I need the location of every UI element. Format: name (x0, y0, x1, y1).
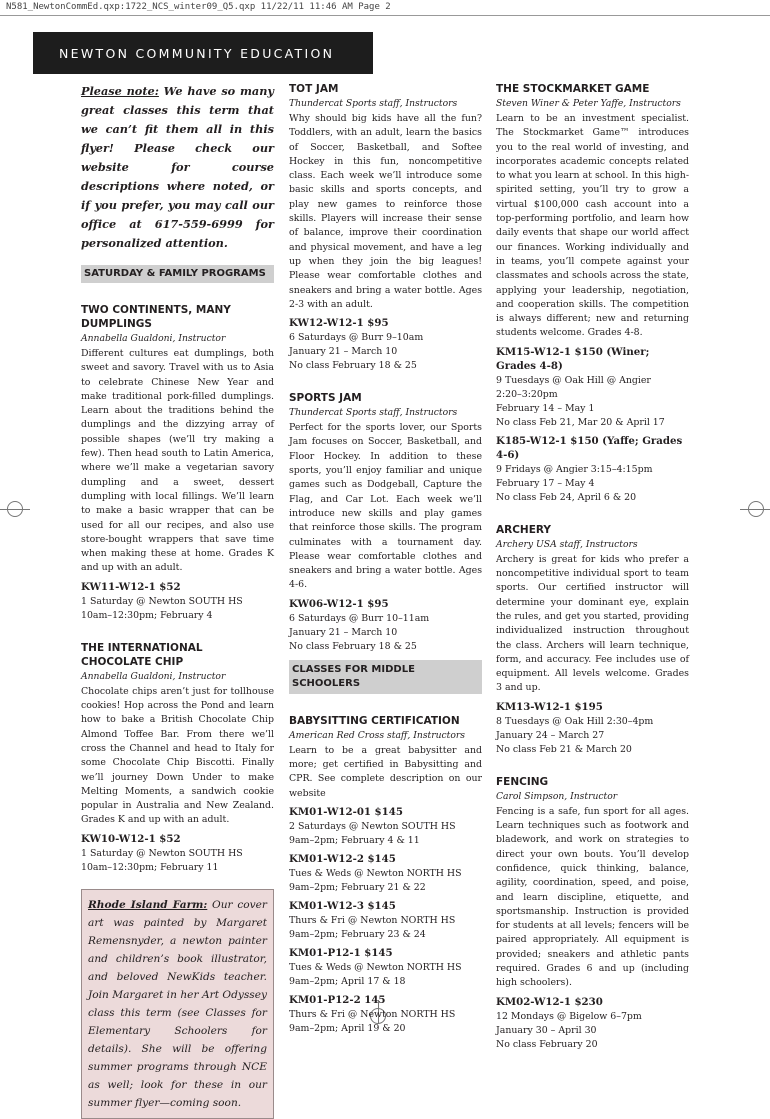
course-schedule: January 21 – March 10 (289, 626, 398, 638)
section-header-line: SCHOOLERS (292, 677, 361, 689)
course-title: SPORTS JAM (289, 392, 362, 405)
course-instructor: Archery USA staff, Instructors (496, 538, 638, 550)
cover-art-note (81, 889, 274, 1119)
course-instructor: Carol Simpson, Instructor (496, 790, 618, 802)
course-schedule: 9am–2pm; February 23 & 24 (289, 928, 426, 940)
course-instructor: American Red Cross staff, Instructors (289, 729, 466, 741)
cover-art-lead: Rhode Island Farm: (88, 898, 208, 911)
course-schedule: No class February 18 & 25 (289, 640, 417, 652)
cover-art-body: Our cover art was painted by Margaret Remensnyder, a newton painter and children’s book illustrator, and beloved NewKids teacher. Join Margaret in her Art Odyssey class this term (see Classes for Elementary Schoolers for details). She will be offering summer programs through NCE as well; look for these in our summer flyer—coming soon. (88, 898, 267, 1109)
course-description: Perfect for the sports lover, our Sports Jam focuses on Soccer, Basketball, and Floor Hockey. In addition to these sports, you’ll enjoy familiar and unique games such as Dodgeball, Capture the Flag, and Car Lot. Each week we’ll introduce new skills and play games that reinforce those skills. The program culminates with a tournament day. Please wear comfortable clothes and sneakers and bring a water bottle. Ages 4-6. (289, 422, 482, 591)
section-header-middle-schoolers (289, 660, 482, 694)
course-description: Chocolate chips aren’t just for tollhouse cookies! Hop across the Pond and learn how to bake a British Chocolate Chip Almond Toffee Bar. From there we’ll cross the Channel and head to Italy for some Chocolate Chip Biscotti. Finally we’ll journey Down Under to make Melting Moments, a sandwich cookie popular in Australia and New Zealand. Grades K and up with an adult. (81, 685, 274, 826)
please-note (81, 82, 274, 253)
section-header-line: CLASSES FOR MIDDLE (292, 663, 415, 675)
course-schedule: 2:20–3:20pm (496, 388, 558, 400)
course-schedule: Thurs & Fri @ Newton NORTH HS (289, 1008, 456, 1020)
course-title: FENCING (496, 775, 549, 788)
header-banner (33, 32, 373, 74)
course-schedule: 9am–2pm; February 21 & 22 (289, 881, 426, 893)
course-schedule: Tues & Weds @ Newton NORTH HS (289, 961, 462, 973)
course-schedule: 6 Saturdays @ Burr 9–10am (289, 332, 424, 344)
course-description: Why should big kids have all the fun? Toddlers, with an adult, learn the basics of Soccer, Basketball, and Softee Hockey in this fun, noncompetitive class. Each week we’ll introduce some basic skills and sports concepts, and play new games to reinforce those skills. Players will increase their sense of balance, improve their coordination and physical movement, and have a leg up when they join the big leagues! Please wear comfortable clothes and sneakers and bring a water bottle. Ages 2-3 with an adult. (289, 113, 482, 310)
column-3 (496, 82, 689, 1052)
course-title (81, 303, 274, 331)
course-schedule: 9am–2pm; February 4 & 11 (289, 834, 420, 846)
column-1 (81, 82, 274, 1119)
print-slug: N581_NewtonCommEd.qxp:1722_NCS_winter09_Q5.qxp 11/22/11 11:46 AM Page 2 (6, 2, 391, 12)
course-code: KM13-W12-1 $195 (496, 700, 603, 713)
course-description: Different cultures eat dumplings, both sweet and savory. Travel with us to Asia to celebrate Chinese New Year and make traditional pork-filled dumplings. Learn about the traditions behind the dumplings and the dizzying array of possible shapes (we’ll try making a few). Then head south to Latin America, where we’ll make a vegetarian savory dumpling and a sweet, dessert dumpling with local fillings. We’ll learn to make a basic wrapper that can be used for all our recipes, and also use store-bought wrappers that save time when making these at home. Grades K and up with an adult. (81, 348, 274, 574)
course-schedule: 10am–12:30pm; February 11 (81, 861, 219, 873)
course-schedule: Tues & Weds @ Newton NORTH HS (289, 867, 462, 879)
course-description: Archery is great for kids who prefer a noncompetitive individual sport to team sports. Our certified instructor will determine your dominant eye, explain the rules, and get you started, providing individualized instruction throughout the class. Archers will learn technique, form, and accuracy. Fee includes use of equipment. All levels welcome. Grades 3 and up. (496, 553, 689, 694)
course-schedule: No class Feb 21 & March 20 (496, 743, 632, 755)
course-title: ARCHERY (496, 523, 551, 536)
banner-title: NEWTON COMMUNITY EDUCATION (59, 46, 335, 61)
course-schedule: 8 Tuesdays @ Oak Hill 2:30–4pm (496, 715, 654, 727)
course-schedule: 1 Saturday @ Newton SOUTH HS (81, 847, 243, 859)
course-schedule: No class February 20 (496, 1038, 598, 1050)
course-code: KW11-W12-1 $52 (81, 580, 181, 593)
course-schedule: No class Feb 21, Mar 20 & April 17 (496, 416, 665, 428)
course-schedule: Thurs & Fri @ Newton NORTH HS (289, 914, 456, 926)
course-title-line: TWO CONTINENTS, MANY (81, 304, 231, 316)
course-schedule: 9 Tuesdays @ Oak Hill @ Angier (496, 374, 651, 386)
course-schedule: 9am–2pm; April 19 & 20 (289, 1022, 406, 1034)
course-schedule: 6 Saturdays @ Burr 10–11am (289, 612, 430, 624)
course-code: KM01-W12-2 $145 (289, 852, 396, 865)
course-schedule: January 21 – March 10 (289, 346, 398, 358)
course-schedule: No class Feb 24, April 6 & 20 (496, 491, 637, 503)
column-2 (289, 82, 482, 1036)
course-title-line: DUMPLINGS (81, 318, 152, 330)
course-code: K185-W12-1 $150 (Yaffe; Grades 4-6) (496, 434, 683, 461)
course-instructor: Annabella Gualdoni, Instructor (81, 670, 226, 682)
course-schedule: February 14 – May 1 (496, 402, 595, 414)
course-code: KM01-W12-01 $145 (289, 805, 403, 818)
course-schedule: January 24 – March 27 (496, 729, 605, 741)
course-code: KW10-W12-1 $52 (81, 832, 181, 845)
course-title-line: CHOCOLATE CHIP (81, 655, 184, 668)
note-text: We have so many great classes this term that we can’t fit them all in this flyer! Please check our website for course descriptions where noted, or if you prefer, you may call our office at 617-559-6999 for personalized attention. (81, 84, 274, 250)
course-code: KW06-W12-1 $95 (289, 597, 389, 610)
course-instructor: Thundercat Sports staff, Instructors (289, 98, 458, 109)
course-schedule: 9 Fridays @ Angier 3:15–4:15pm (496, 463, 653, 475)
note-lead: Please note: (81, 84, 159, 98)
course-title: TOT JAM (289, 83, 339, 95)
course-description: Learn to be a great babysitter and more; get certified in Babysitting and CPR. See complete description on our website (289, 744, 482, 799)
course-instructor: Steven Winer & Peter Yaffe, Instructors (496, 98, 681, 109)
course-instructor: Annabella Gualdoni, Instructor (81, 333, 226, 344)
cover-art-text (88, 896, 267, 1112)
course-title (81, 641, 274, 669)
course-code: KM01-P12-1 $145 (289, 946, 393, 959)
course-schedule: 2 Saturdays @ Newton SOUTH HS (289, 820, 456, 832)
course-code: KM15-W12-1 $150 (Winer; Grades 4-8) (496, 345, 650, 372)
registration-mark (7, 501, 23, 517)
section-header-saturday: SATURDAY & FAMILY PROGRAMS (81, 265, 274, 283)
course-code: KM02-W12-1 $230 (496, 995, 603, 1008)
course-schedule: January 30 – April 30 (496, 1024, 597, 1036)
slug-rule (0, 15, 770, 16)
course-title-line: THE INTERNATIONAL (81, 641, 203, 654)
course-title: THE STOCKMARKET GAME (496, 83, 650, 95)
course-code: KM01-W12-3 $145 (289, 899, 396, 912)
course-schedule: 1 Saturday @ Newton SOUTH HS (81, 595, 243, 607)
course-schedule: 12 Mondays @ Bigelow 6–7pm (496, 1010, 642, 1022)
registration-mark (748, 501, 764, 517)
course-schedule: 10am–12:30pm; February 4 (81, 609, 213, 621)
course-schedule: 9am–2pm; April 17 & 18 (289, 975, 406, 987)
course-code: KM01-P12-2 145 (289, 993, 386, 1006)
course-schedule: February 17 – May 4 (496, 477, 595, 489)
course-title: BABYSITTING CERTIFICATION (289, 714, 460, 727)
course-description: Fencing is a safe, fun sport for all ages. Learn techniques such as footwork and bladework, and work on strategies to direct your own bouts. You’ll develop confidence, quick thinking, balance, agility, coordination, speed, and poise, and learn discipline, etiquette, and sportsmanship. Instruction is provided for students at all levels; fencers will be paired appropriately. All equipment is provided; sneakers and athletic pants required. Grades 6 and up (including high schoolers). (496, 805, 689, 989)
course-code: KW12-W12-1 $95 (289, 317, 389, 330)
course-schedule: No class February 18 & 25 (289, 360, 417, 372)
course-description: Learn to be an investment specialist. The Stockmarket Game™ introduces you to the real world of investing, and incorporates academic concepts related to what you learn at school. In this high-spirited setting, you’ll try to grow a virtual $100,000 cash account into a top-performing portfolio, and learn how daily events that shape our world affect our finances. Working individually and in teams, you’ll compete against your classmates and schools across the state, applying your leadership, negotiation, and cooperation skills. The competition is always different; new and returning students welcome. Grades 4-8. (496, 113, 689, 339)
course-instructor: Thundercat Sports staff, Instructors (289, 407, 458, 419)
